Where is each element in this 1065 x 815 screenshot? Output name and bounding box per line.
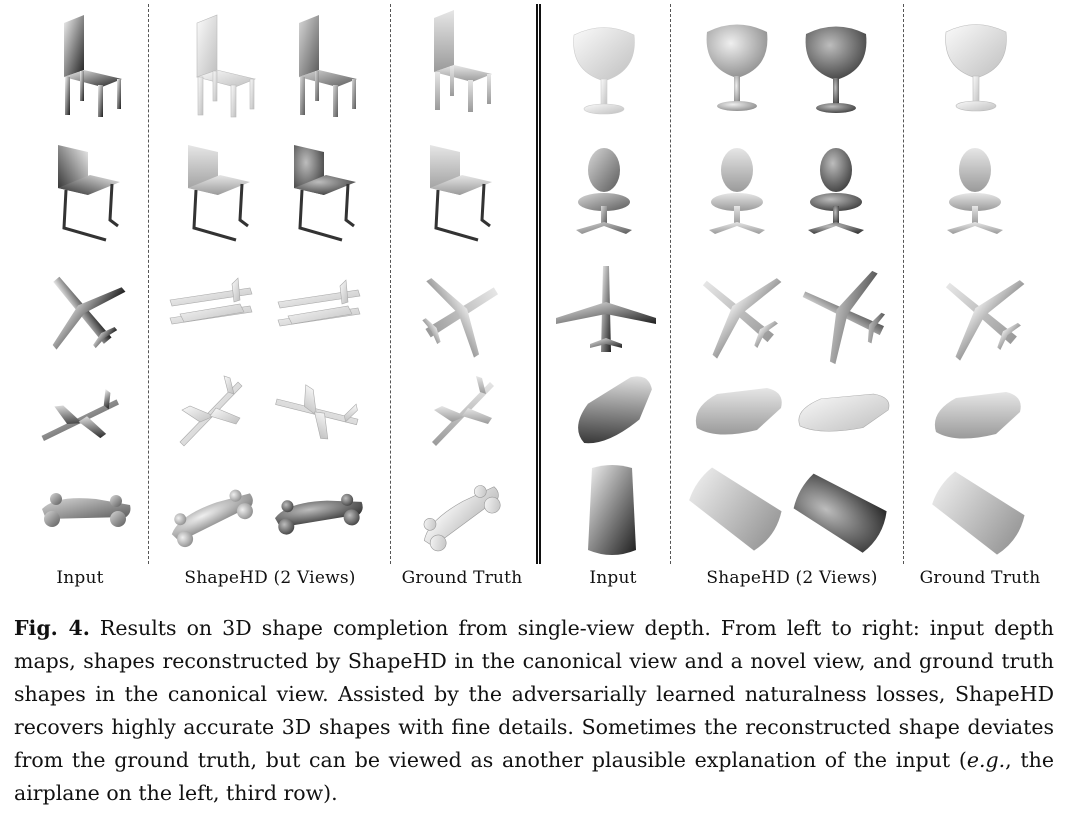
input-racecar-depth	[42, 493, 131, 527]
caption-emphasis: e.g.	[966, 748, 1006, 772]
shapehd-convertible-canonical	[684, 463, 785, 554]
column-label-ground-truth: Ground Truth	[401, 568, 523, 588]
shapehd-chair-canonical-1	[197, 15, 255, 117]
caption-text: Results on 3D shape completion from single-view depth. From left to right: input depth maps, shapes reconstructed by ShapeHD in the canonical view and a novel view, and ground truth shapes in the canonical view. Assisted by the adversarially learned naturalness losses, ShapeHD recovers highly accurate 3D shapes with fine details. Sometimes the reconstructed shape deviates from the ground truth, but can be viewed as another plausible explanation of the input (	[14, 616, 1054, 772]
column-label-ground-truth: Ground Truth	[919, 568, 1041, 588]
shapehd-cantilever-novel	[294, 145, 356, 240]
ground-truth-airplane-1	[404, 253, 520, 372]
ground-truth-cantilever-chair	[430, 145, 492, 240]
ground-truth-tub-chair	[946, 25, 1007, 112]
ground-truth-car	[935, 392, 1021, 439]
input-airliner-depth	[556, 266, 656, 352]
input-cantilever-chair-depth	[58, 145, 120, 240]
shapehd-cantilever-canonical	[188, 145, 250, 240]
ground-truth-jet	[432, 376, 494, 446]
ground-truth-airliner	[916, 247, 1046, 379]
shapehd-office-chair-novel	[808, 148, 864, 234]
ground-truth-convertible	[927, 467, 1028, 558]
shapehd-tub-chair-novel	[806, 27, 867, 114]
input-jet-depth	[40, 374, 122, 461]
input-airplane-depth-1	[22, 250, 142, 369]
column-separator	[390, 4, 391, 564]
shapehd-office-chair-canonical	[709, 148, 765, 234]
column-separator	[148, 4, 149, 564]
shapehd-jet-canonical	[180, 376, 242, 446]
shapehd-convertible-novel	[789, 469, 891, 556]
column-label-shapehd: ShapeHD (2 Views)	[184, 568, 356, 588]
ground-truth-office-chair	[947, 148, 1003, 234]
input-convertible-depth	[588, 465, 636, 555]
input-office-chair-depth	[576, 148, 632, 234]
shapehd-airliner-canonical	[673, 245, 803, 377]
column-label-shapehd: ShapeHD (2 Views)	[706, 568, 878, 588]
shapehd-biplane-novel	[278, 280, 360, 326]
shapehd-car-canonical	[696, 388, 782, 435]
shapehd-airliner-novel	[783, 249, 903, 376]
shapehd-car-novel	[799, 394, 889, 431]
column-separator	[670, 4, 671, 564]
ground-truth-chair-1	[434, 10, 492, 112]
caption-text-end: , the airplane on the left, third row).	[14, 748, 1054, 805]
shapehd-biplane-canonical	[170, 278, 252, 324]
input-car-depth	[566, 371, 663, 449]
ground-truth-racecar	[415, 477, 507, 556]
half-separator	[536, 4, 541, 564]
figure-number: Fig. 4.	[14, 616, 90, 640]
column-label-input: Input	[56, 568, 104, 588]
shapehd-racecar-canonical	[165, 482, 260, 550]
input-tub-chair-depth	[574, 28, 635, 115]
shapehd-jet-novel	[274, 366, 366, 455]
input-chair-depth-1	[64, 15, 122, 117]
column-label-input: Input	[589, 568, 637, 588]
figure-caption	[14, 612, 1054, 810]
shapehd-tub-chair-canonical	[707, 25, 768, 112]
shapehd-chair-novel-1	[299, 15, 357, 117]
column-separator	[903, 4, 904, 564]
shapehd-racecar-novel	[273, 490, 365, 536]
